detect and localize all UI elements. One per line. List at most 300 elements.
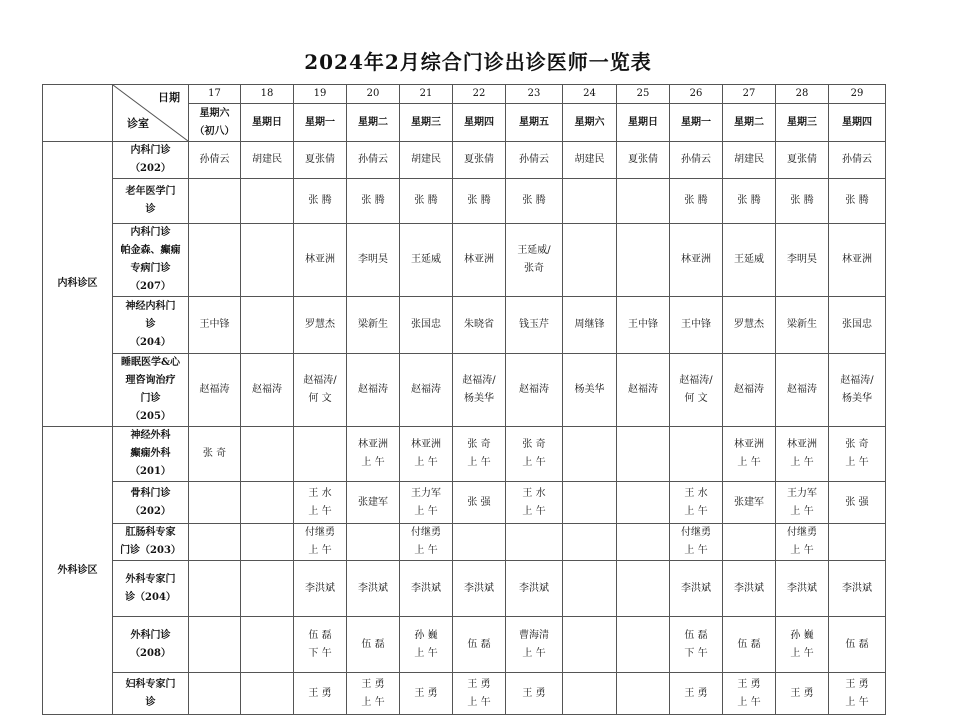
doctor-line: 上 午 <box>308 545 332 556</box>
doctor-cell <box>189 142 241 179</box>
doctor-cell <box>563 524 617 561</box>
doctor-cell <box>723 179 776 224</box>
doctor-cell <box>506 482 563 524</box>
clinic-line: （208） <box>130 647 171 659</box>
doctor-cell <box>776 142 829 179</box>
doctor-cell <box>563 561 617 617</box>
doctor-cell <box>617 482 670 524</box>
doctor-line: 王中锋 <box>681 319 711 330</box>
clinic-line: 诊（204） <box>125 591 176 603</box>
weekday-header <box>506 104 563 142</box>
doctor-line: 付继勇 <box>305 527 335 538</box>
doctor-cell <box>347 617 400 673</box>
doctor-line: 伍 磊 <box>361 638 385 650</box>
doctor-cell <box>189 297 241 354</box>
header-row-dates <box>43 85 886 104</box>
department-name: 内科诊区 <box>43 142 113 427</box>
doctor-line: 李洪斌 <box>411 582 441 594</box>
doctor-cell <box>241 427 294 482</box>
doctor-line: 赵福涛 <box>199 384 230 395</box>
doctor-line: 上 午 <box>414 505 438 517</box>
doctor-line: 曹海清 <box>519 629 549 641</box>
doctor-cell <box>453 617 506 673</box>
doctor-line: 李洪斌 <box>842 582 872 594</box>
doctor-cell <box>670 354 723 427</box>
doctor-cell <box>453 142 506 179</box>
doctor-line: 付继勇 <box>787 527 817 538</box>
weekday-header <box>670 104 723 142</box>
doctor-line: 夏张倩 <box>305 154 335 165</box>
doctor-line: 林亚洲 <box>358 439 388 450</box>
doctor-cell <box>617 179 670 224</box>
doctor-cell <box>776 179 829 224</box>
clinic-line: （202） <box>130 505 171 517</box>
doctor-line: 胡建民 <box>574 154 605 165</box>
clinic-line: 肛肠科专家 <box>125 527 176 538</box>
doctor-line: 伍 磊 <box>467 638 491 650</box>
doctor-line: 王 水 <box>308 487 332 499</box>
weekday-line: 星期一 <box>305 116 335 128</box>
doctor-cell <box>829 524 886 561</box>
doctor-cell <box>294 142 347 179</box>
doctor-cell <box>723 561 776 617</box>
doctor-line: 上 午 <box>845 457 869 468</box>
doctor-cell <box>506 142 563 179</box>
weekday-header <box>563 104 617 142</box>
doctor-line: 罗慧杰 <box>305 319 335 330</box>
doctor-cell <box>617 297 670 354</box>
doctor-line: 上 午 <box>414 457 438 468</box>
corner-room-label: 诊室 <box>127 117 149 130</box>
doctor-cell <box>776 617 829 673</box>
doctor-cell <box>829 427 886 482</box>
doctor-line: 夏张倩 <box>787 154 817 165</box>
weekday-header <box>776 104 829 142</box>
doctor-line: 钱玉芹 <box>519 319 549 330</box>
doctor-cell <box>506 427 563 482</box>
doctor-line: 上 午 <box>790 647 814 659</box>
doctor-cell <box>294 427 347 482</box>
doctor-line: 张 腾 <box>522 195 546 206</box>
doctor-cell <box>347 142 400 179</box>
doctor-line: 张 腾 <box>790 195 814 206</box>
doctor-line: 张建军 <box>734 496 764 508</box>
doctor-line: 赵福涛 <box>787 384 817 395</box>
page-title: 2024年2月综合门诊出诊医师一览表 <box>304 50 652 74</box>
doctor-line: 伍 磊 <box>308 629 332 641</box>
doctor-line: 杨美华 <box>842 393 872 404</box>
date-header: 27 <box>723 85 776 104</box>
doctor-cell <box>563 354 617 427</box>
weekday-line: 星期四 <box>842 116 872 128</box>
doctor-line: 上 午 <box>414 647 438 659</box>
doctor-line: 上 午 <box>790 545 814 556</box>
doctor-cell <box>400 142 453 179</box>
doctor-line: 孙倩云 <box>358 154 388 165</box>
doctor-line: 王 勇 <box>467 678 491 690</box>
table-row <box>43 142 886 179</box>
doctor-cell <box>347 524 400 561</box>
doctor-line: 上 午 <box>737 457 761 468</box>
doctor-cell <box>189 224 241 297</box>
clinic-name <box>113 179 189 224</box>
weekday-line: 星期四 <box>464 116 494 128</box>
doctor-cell <box>453 561 506 617</box>
doctor-line: 林亚洲 <box>464 254 494 265</box>
doctor-cell <box>829 482 886 524</box>
date-header: 20 <box>347 85 400 104</box>
table-row <box>43 297 886 354</box>
doctor-cell <box>453 224 506 297</box>
weekday-line: 星期六 <box>199 107 230 119</box>
weekday-header <box>294 104 347 142</box>
doctor-line: 李洪斌 <box>464 582 494 594</box>
doctor-line: 李洪斌 <box>519 582 549 594</box>
doctor-line: 王延威 <box>411 254 441 265</box>
doctor-cell <box>400 354 453 427</box>
doctor-line: 李洪斌 <box>681 582 711 594</box>
doctor-line: 下 午 <box>308 647 332 659</box>
doctor-line: 王 勇 <box>790 687 814 699</box>
doctor-cell <box>294 617 347 673</box>
doctor-line: 赵福涛 <box>252 384 282 395</box>
doctor-cell <box>776 297 829 354</box>
doctor-line: 张 腾 <box>684 195 708 206</box>
date-header: 22 <box>453 85 506 104</box>
doctor-cell <box>506 224 563 297</box>
weekday-line: 星期二 <box>734 116 764 128</box>
doctor-line: 孙倩云 <box>842 154 872 165</box>
doctor-cell <box>829 561 886 617</box>
weekday-line: 星期三 <box>411 116 441 128</box>
doctor-line: 王 勇 <box>737 678 761 690</box>
doctor-line: 李洪斌 <box>734 582 764 594</box>
doctor-cell <box>829 354 886 427</box>
weekday-header <box>189 104 241 142</box>
doctor-line: 王延威/ <box>517 245 551 256</box>
clinic-name <box>113 142 189 179</box>
clinic-line: （205） <box>130 411 171 422</box>
doctor-line: 夏张倩 <box>464 154 494 165</box>
doctor-cell <box>189 354 241 427</box>
clinic-line: 门诊 <box>140 393 161 404</box>
doctor-cell <box>241 224 294 297</box>
doctor-line: 下 午 <box>684 647 708 659</box>
date-header: 23 <box>506 85 563 104</box>
doctor-cell <box>617 673 670 715</box>
date-header: 28 <box>776 85 829 104</box>
doctor-line: 上 午 <box>522 457 546 468</box>
doctor-cell <box>723 524 776 561</box>
doctor-line: 上 午 <box>414 545 438 556</box>
doctor-cell <box>347 354 400 427</box>
weekday-line: 星期二 <box>358 116 388 128</box>
doctor-cell <box>347 482 400 524</box>
doctor-cell <box>241 617 294 673</box>
weekday-header <box>347 104 400 142</box>
clinic-name <box>113 224 189 297</box>
date-header: 29 <box>829 85 886 104</box>
doctor-cell <box>563 142 617 179</box>
doctor-cell <box>241 179 294 224</box>
doctor-line: 伍 磊 <box>684 629 708 641</box>
doctor-cell <box>294 561 347 617</box>
doctor-cell <box>776 561 829 617</box>
doctor-cell <box>723 673 776 715</box>
clinic-name <box>113 673 189 715</box>
doctor-cell <box>670 482 723 524</box>
doctor-line: 张 腾 <box>845 195 869 206</box>
doctor-line: 上 午 <box>684 505 708 517</box>
doctor-cell <box>294 673 347 715</box>
doctor-line: 胡建民 <box>411 154 441 165</box>
doctor-line: 林亚洲 <box>681 254 711 265</box>
doctor-cell <box>670 179 723 224</box>
doctor-line: 上 午 <box>737 696 761 708</box>
table-row <box>43 354 886 427</box>
doctor-line: 张 腾 <box>467 195 491 206</box>
doctor-line: 李洪斌 <box>787 582 817 594</box>
clinic-line: 神经内科门 <box>125 301 176 312</box>
doctor-line: 林亚洲 <box>842 254 872 265</box>
clinic-line: 诊 <box>145 319 156 330</box>
doctor-cell <box>241 297 294 354</box>
doctor-line: 罗慧杰 <box>734 319 764 330</box>
doctor-cell <box>563 673 617 715</box>
clinic-line: 理咨询治疗 <box>125 375 176 386</box>
doctor-line: 王 水 <box>522 487 546 499</box>
clinic-line: 诊 <box>145 696 156 708</box>
doctor-line: 林亚洲 <box>411 439 441 450</box>
doctor-cell <box>189 524 241 561</box>
doctor-line: 张 腾 <box>308 195 332 206</box>
schedule-table <box>42 84 886 715</box>
doctor-cell <box>776 427 829 482</box>
doctor-cell <box>400 617 453 673</box>
doctor-line: 孙倩云 <box>519 154 549 165</box>
doctor-cell <box>347 297 400 354</box>
doctor-cell <box>506 179 563 224</box>
doctor-line: 上 午 <box>790 457 814 468</box>
doctor-line: 孙倩云 <box>199 154 230 165</box>
corner-header <box>113 85 189 142</box>
doctor-line: 上 午 <box>522 505 546 517</box>
doctor-line: 王 勇 <box>308 687 332 699</box>
doctor-line: 周继锋 <box>574 319 605 330</box>
doctor-cell <box>723 354 776 427</box>
clinic-line: 睡眠医学&心 <box>120 357 181 368</box>
clinic-line: （202） <box>130 163 171 174</box>
doctor-cell <box>400 524 453 561</box>
doctor-cell <box>829 297 886 354</box>
doctor-line: 张 腾 <box>737 195 761 206</box>
doctor-line: 上 午 <box>684 545 708 556</box>
doctor-cell <box>241 354 294 427</box>
doctor-line: 赵福涛/ <box>303 375 337 386</box>
doctor-line: 王 勇 <box>684 687 708 699</box>
doctor-line: 李洪斌 <box>358 582 388 594</box>
doctor-line: 张 腾 <box>414 195 438 206</box>
doctor-cell <box>347 224 400 297</box>
doctor-cell <box>189 673 241 715</box>
weekday-header <box>829 104 886 142</box>
doctor-line: 胡建民 <box>252 154 282 165</box>
doctor-line: 李洪斌 <box>305 582 335 594</box>
doctor-line: 张 强 <box>845 496 869 508</box>
header-blank <box>43 85 113 142</box>
doctor-line: 赵福涛/ <box>679 375 713 386</box>
clinic-line: 外科专家门 <box>125 573 176 585</box>
doctor-line: 付继勇 <box>681 527 711 538</box>
clinic-line: 骨科门诊 <box>130 487 171 499</box>
doctor-cell <box>776 482 829 524</box>
clinic-line: 妇科专家门 <box>125 678 176 690</box>
doctor-line: 张 奇 <box>467 439 491 450</box>
doctor-cell <box>563 179 617 224</box>
doctor-cell <box>400 297 453 354</box>
doctor-line: 张国忠 <box>842 319 872 330</box>
doctor-cell <box>347 561 400 617</box>
clinic-line: （207） <box>130 281 171 292</box>
doctor-line: 孙倩云 <box>681 154 711 165</box>
clinic-line: （204） <box>130 337 171 348</box>
doctor-cell <box>400 224 453 297</box>
doctor-cell <box>563 297 617 354</box>
doctor-line: 李明昊 <box>358 254 388 265</box>
doctor-cell <box>453 427 506 482</box>
corner-date-label: 日期 <box>158 91 180 104</box>
clinic-line: 癫痫外科 <box>130 448 171 459</box>
doctor-cell <box>670 524 723 561</box>
weekday-line: 星期三 <box>787 116 817 128</box>
doctor-cell <box>241 673 294 715</box>
clinic-line: 专病门诊 <box>130 263 171 274</box>
doctor-line: 上 午 <box>467 696 491 708</box>
doctor-line: 王 勇 <box>361 678 385 690</box>
doctor-cell <box>829 673 886 715</box>
doctor-cell <box>189 561 241 617</box>
table-row <box>43 179 886 224</box>
doctor-cell <box>453 297 506 354</box>
doctor-cell <box>241 482 294 524</box>
table-row <box>43 673 886 715</box>
doctor-line: 上 午 <box>308 505 332 517</box>
doctor-cell <box>723 224 776 297</box>
doctor-line: 王延威 <box>734 254 764 265</box>
doctor-cell <box>400 427 453 482</box>
doctor-line: 李明昊 <box>787 254 817 265</box>
doctor-cell <box>506 617 563 673</box>
table-row <box>43 482 886 524</box>
doctor-cell <box>670 673 723 715</box>
doctor-cell <box>347 427 400 482</box>
doctor-line: 赵福涛 <box>358 384 388 395</box>
doctor-cell <box>617 561 670 617</box>
doctor-cell <box>776 673 829 715</box>
doctor-line: 孙 巍 <box>414 629 438 641</box>
doctor-cell <box>347 179 400 224</box>
doctor-cell <box>617 617 670 673</box>
weekday-header <box>400 104 453 142</box>
doctor-line: 王 勇 <box>845 678 869 690</box>
table-row <box>43 524 886 561</box>
doctor-cell <box>189 179 241 224</box>
doctor-line: 王 勇 <box>522 687 546 699</box>
doctor-cell <box>294 297 347 354</box>
doctor-line: 上 午 <box>522 647 546 659</box>
weekday-line: 星期日 <box>628 116 658 128</box>
doctor-cell <box>189 427 241 482</box>
table-row <box>43 617 886 673</box>
doctor-cell <box>506 673 563 715</box>
doctor-cell <box>617 354 670 427</box>
doctor-line: 张 强 <box>467 496 491 508</box>
clinic-line: 外科门诊 <box>130 629 171 641</box>
clinic-line: 内科门诊 <box>130 145 171 156</box>
doctor-cell <box>294 524 347 561</box>
doctor-line: 张 奇 <box>202 448 227 459</box>
doctor-cell <box>723 427 776 482</box>
weekday-line: 星期一 <box>681 116 711 128</box>
doctor-line: 胡建民 <box>734 154 764 165</box>
doctor-cell <box>347 673 400 715</box>
doctor-line: 王中锋 <box>628 319 658 330</box>
doctor-cell <box>241 561 294 617</box>
doctor-cell <box>453 482 506 524</box>
doctor-cell <box>670 224 723 297</box>
doctor-cell <box>776 354 829 427</box>
doctor-line: 王中锋 <box>199 319 230 330</box>
doctor-line: 夏张倩 <box>628 154 658 165</box>
date-header: 17 <box>189 85 241 104</box>
clinic-line: 门诊（203） <box>120 545 181 556</box>
weekday-header <box>723 104 776 142</box>
doctor-cell <box>617 427 670 482</box>
date-header: 25 <box>617 85 670 104</box>
doctor-line: 张国忠 <box>411 319 441 330</box>
doctor-line: 朱晓省 <box>464 319 494 330</box>
doctor-cell <box>670 297 723 354</box>
doctor-cell <box>453 673 506 715</box>
clinic-name <box>113 354 189 427</box>
clinic-name <box>113 617 189 673</box>
doctor-line: 王 勇 <box>414 687 438 699</box>
doctor-line: 上 午 <box>467 457 491 468</box>
clinic-name <box>113 524 189 561</box>
date-header: 24 <box>563 85 617 104</box>
doctor-line: 赵福涛 <box>628 384 658 395</box>
doctor-line: 杨美华 <box>574 384 605 395</box>
doctor-cell <box>294 354 347 427</box>
table-row <box>43 224 886 297</box>
doctor-cell <box>453 524 506 561</box>
doctor-cell <box>400 561 453 617</box>
date-header: 18 <box>241 85 294 104</box>
doctor-line: 赵福涛 <box>519 384 549 395</box>
weekday-line: 星期六 <box>574 116 605 128</box>
doctor-line: 王 水 <box>684 487 708 499</box>
doctor-cell <box>189 482 241 524</box>
clinic-line: （201） <box>130 466 171 477</box>
doctor-cell <box>453 354 506 427</box>
doctor-cell <box>563 224 617 297</box>
table-row <box>43 427 886 482</box>
doctor-line: 林亚洲 <box>734 439 764 450</box>
doctor-cell <box>400 179 453 224</box>
clinic-name <box>113 482 189 524</box>
clinic-line: 帕金森、癫痫 <box>120 245 181 256</box>
doctor-cell <box>723 617 776 673</box>
